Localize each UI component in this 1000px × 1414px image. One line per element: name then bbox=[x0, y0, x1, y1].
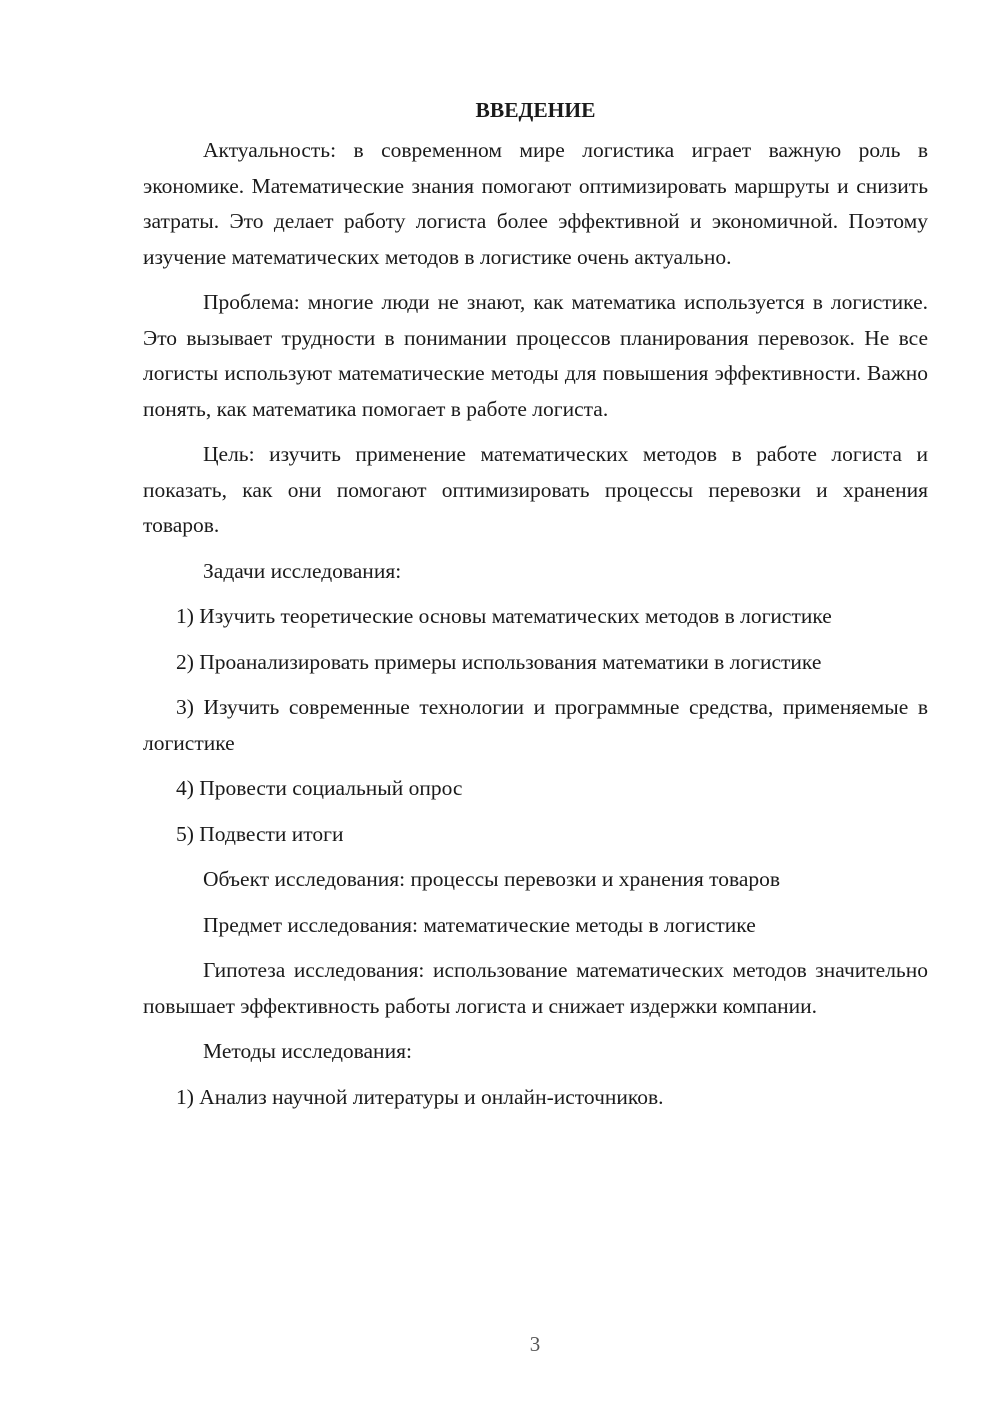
goal-paragraph: Цель: изучить применение математических методов в работе логиста и показать, как они помогают оптимизировать процессы перевозки и хранения товаров. bbox=[143, 442, 928, 537]
page-content bbox=[143, 93, 928, 1125]
methods-title: Методы исследования: bbox=[203, 1039, 412, 1063]
task-item-5: 5) Подвести итоги bbox=[176, 821, 344, 846]
task-item-2: 2) Проанализировать примеры использования математики в логистике bbox=[176, 649, 822, 674]
task-item-3: 3) Изучить современные технологии и программные средства, применяемые в логистике bbox=[143, 695, 928, 755]
hypothesis-paragraph: Гипотеза исследования: использование математических методов значительно повышает эффективность работы логиста и снижает издержки компании. bbox=[143, 958, 928, 1018]
object-paragraph: Объект исследования: процессы перевозки и хранения товаров bbox=[203, 867, 781, 891]
subject-paragraph: Предмет исследования: математические методы в логистике bbox=[203, 912, 756, 937]
task-item-1: 1) Изучить теоретические основы математических методов в логистике bbox=[176, 604, 832, 628]
problem-paragraph: Проблема: многие люди не знают, как математика используется в логистике. Это вызывает трудности в понимании процессов планирования перевозок. Не все логисты используют математические методы для повышения эффективности. Важно понять, как математика помогает в работе логиста. bbox=[143, 290, 928, 421]
page-number: 3 bbox=[529, 1332, 541, 1356]
task-item-4: 4) Провести социальный опрос bbox=[176, 776, 463, 800]
method-item-1: 1) Анализ научной литературы и онлайн-источников. bbox=[176, 1084, 664, 1109]
relevance-paragraph: Актуальность: в современном мире логистика играет важную роль в экономике. Математические знания помогают оптимизировать маршруты и снизить затраты. Это делает работу логиста более эффективной и экономичной. Поэтому изучение математических методов в логистике очень актуально. bbox=[143, 138, 928, 269]
page-heading: ВВЕДЕНИЕ bbox=[475, 98, 596, 122]
tasks-title: Задачи исследования: bbox=[203, 558, 402, 583]
